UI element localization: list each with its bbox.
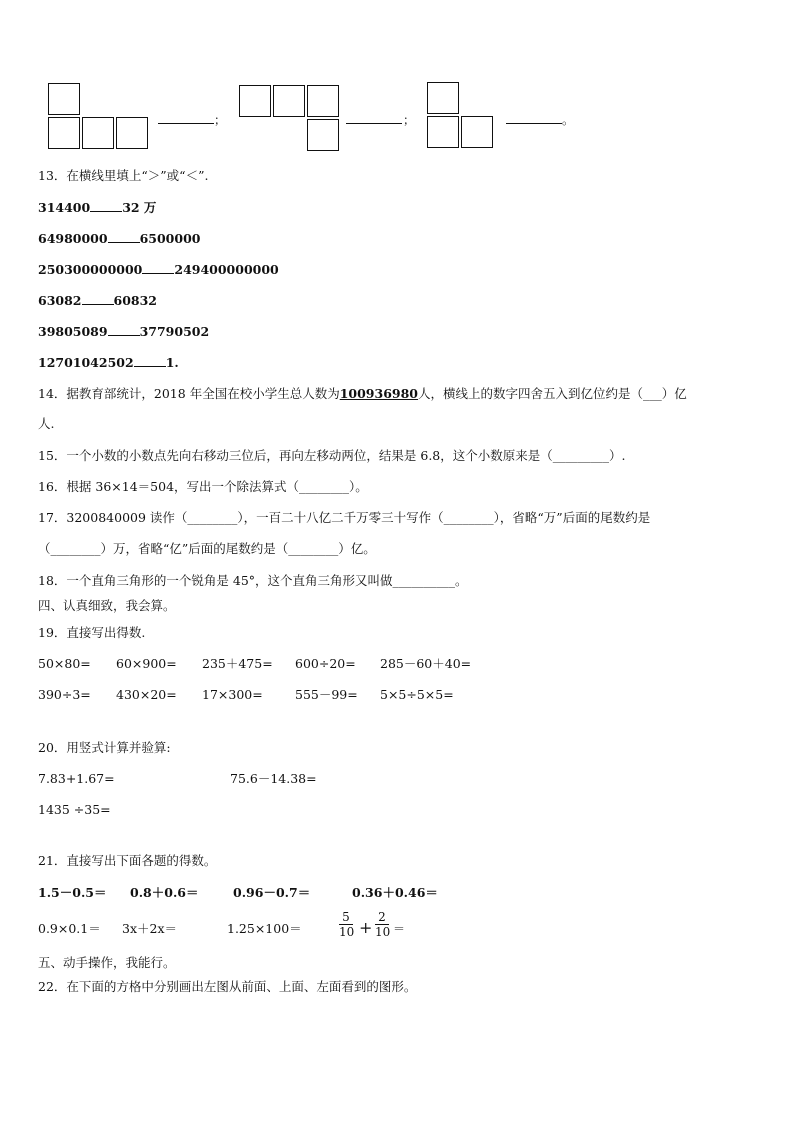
q20-title: 20．用竖式计算并验算: (38, 740, 171, 755)
compare-blank[interactable] (82, 292, 114, 305)
fraction-2-10: $\frac{2}{10}$ (375, 910, 391, 939)
compare-blank[interactable] (90, 199, 122, 212)
underlined-number: 100936980 (339, 386, 418, 401)
end-mark: 。 (562, 113, 575, 127)
compare-blank[interactable] (134, 354, 166, 367)
answer-blank-1[interactable] (158, 123, 214, 124)
q14-line-2: 人. (38, 416, 55, 431)
q13-item-3: 250300000000 249400000000 (38, 262, 279, 277)
compare-blank[interactable] (108, 323, 140, 336)
q21-row-1: 1.5－0.5＝ 0.8＋0.6＝ 0.96－0.7＝ 0.36＋0.46＝ (38, 885, 438, 900)
section-4-heading: 四、认真细致，我会算。 (38, 598, 176, 613)
q19-title: 19．直接写出得数. (38, 625, 146, 640)
q13-item-1: 314400 32 万 (38, 200, 157, 215)
q14-line-1: 14．据教育部统计，2018 年全国在校小学生总人数为100936980人，横线上的数字四舍五入到亿位约是（___）亿 (38, 386, 687, 401)
compare-blank[interactable] (108, 230, 140, 243)
q13-item-2: 64980000 6500000 (38, 231, 201, 246)
q19-row-2: 390÷3= 430×20= 17×300= 555－99= 5×5÷5×5= (38, 687, 454, 702)
q22: 22．在下面的方格中分别画出左图从前面、上面、左面看到的图形。 (38, 979, 417, 994)
q13-item-5: 39805089 37790502 (38, 324, 210, 339)
separator: ； (214, 113, 227, 127)
q17-line-2: （________）万，省略“亿”后面的尾数约是（________）亿。 (38, 541, 376, 556)
cube-view-figure-1 (48, 83, 152, 153)
answer-blank-2[interactable] (346, 123, 402, 124)
q16: 16．根据 36×14＝504，写出一个除法算式（________）。 (38, 479, 368, 494)
q20-row-2: 1435 ÷35= (38, 802, 111, 817)
q13-title: 13．在横线里填上“＞”或“＜”. (38, 168, 209, 183)
q18: 18．一个直角三角形的一个锐角是 45°，这个直角三角形又叫做__________。 (38, 573, 468, 588)
plus-sign: + (359, 918, 373, 937)
compare-blank[interactable] (142, 261, 174, 274)
cube-view-figure-2 (239, 85, 343, 155)
fraction-5-10: $\frac{5}{10}$ (339, 910, 355, 939)
q21-row-2: 0.9×0.1＝ 3x＋2x＝ 1.25×100＝ (38, 921, 302, 936)
q21-title: 21．直接写出下面各题的得数。 (38, 853, 217, 868)
answer-blank-3[interactable] (506, 123, 562, 124)
q15: 15．一个小数的小数点先向右移动三位后，再向左移动两位，结果是 6.8，这个小数原来是（_________）. (38, 448, 626, 463)
q17-line-1: 17．3200840009 读作（________），一百二十八亿二千万零三十写作（________），省略“万”后面的尾数约是 (38, 510, 651, 525)
separator: ； (403, 113, 416, 127)
q13-item-4: 63082 60832 (38, 293, 157, 308)
q20-row-1: 7.83+1.67= 75.6－14.38= (38, 771, 317, 786)
section-5-heading: 五、动手操作，我能行。 (38, 955, 176, 970)
cube-view-figure-3 (427, 82, 499, 154)
q13-item-6: 12701042502 1. (38, 355, 179, 370)
equals-sign: ＝ (393, 922, 406, 936)
q19-row-1: 50×80= 60×900= 235＋475= 600÷20= 285－60＋40= (38, 656, 472, 671)
